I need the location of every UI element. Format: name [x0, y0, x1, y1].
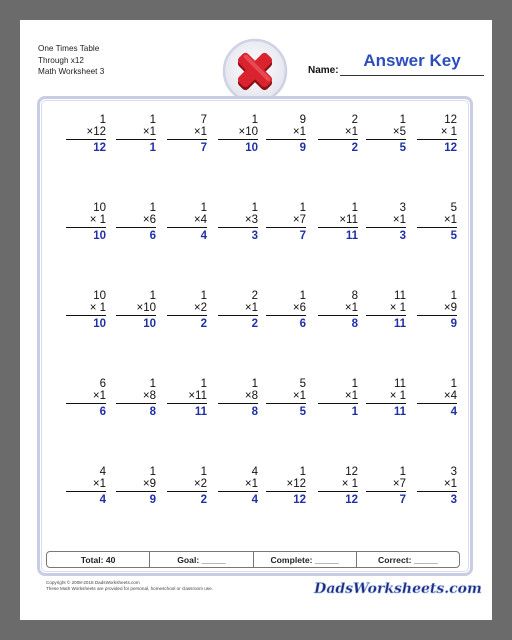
multiplier: ×10: [116, 302, 156, 316]
problem-5-7: [366, 466, 406, 506]
multiplicand: 1: [399, 466, 406, 478]
multiplicand: 1: [299, 466, 306, 478]
multiplier: × 1: [417, 126, 457, 140]
problem-1-2: [116, 114, 156, 154]
multiplicand: 1: [200, 378, 207, 390]
problem-1-1: [66, 114, 106, 154]
multiplier: ×8: [116, 390, 156, 404]
multiplier: ×1: [218, 478, 258, 492]
multiplicand: 12: [345, 466, 358, 478]
multiplicand: 1: [450, 290, 457, 302]
answer: 10: [93, 318, 106, 330]
multiplier: ×11: [167, 390, 207, 404]
problem-3-1: [66, 290, 106, 330]
multiplier: × 1: [66, 302, 106, 316]
multiplier: ×1: [318, 126, 358, 140]
answer: 8: [351, 318, 358, 330]
multiplier: × 1: [318, 478, 358, 492]
problem-5-8: [417, 466, 457, 506]
multiplicand: 1: [149, 378, 156, 390]
multiplier: ×1: [167, 126, 207, 140]
answer: 2: [251, 318, 258, 330]
problem-5-2: [116, 466, 156, 506]
multiplicand: 1: [251, 114, 258, 126]
problem-4-3: [167, 378, 207, 418]
answer: 5: [450, 230, 457, 242]
problem-3-2: [116, 290, 156, 330]
problem-3-6: [318, 290, 358, 330]
answer: 3: [450, 494, 457, 506]
problem-2-8: [417, 202, 457, 242]
problem-3-8: [417, 290, 457, 330]
answer: 12: [345, 494, 358, 506]
multiplicand: 2: [351, 114, 358, 126]
multiplier: ×10: [218, 126, 258, 140]
multiplier: ×1: [417, 478, 457, 492]
answer: 9: [149, 494, 156, 506]
answer: 9: [450, 318, 457, 330]
multiplier: ×1: [116, 126, 156, 140]
multiplicand: 5: [299, 378, 306, 390]
answer: 11: [393, 318, 406, 330]
answer: 4: [99, 494, 106, 506]
score-bar: [46, 551, 460, 568]
correct-cell: Correct: _____: [356, 552, 459, 567]
problem-2-1: [66, 202, 106, 242]
problem-4-1: [66, 378, 106, 418]
multiplicand: 11: [394, 378, 406, 390]
copyright-notice: [46, 580, 213, 592]
multiplicand: 6: [99, 378, 106, 390]
multiplicand: 1: [399, 114, 406, 126]
multiplier: ×1: [318, 390, 358, 404]
problem-1-7: [366, 114, 406, 154]
multiplier: ×9: [417, 302, 457, 316]
problem-1-4: [218, 114, 258, 154]
name-label: Name:: [308, 65, 339, 76]
multiplier: ×1: [266, 126, 306, 140]
multiplicand: 1: [99, 114, 106, 126]
multiplicand: 1: [251, 202, 258, 214]
multiplier: ×1: [366, 214, 406, 228]
problem-1-6: [318, 114, 358, 154]
problem-2-4: [218, 202, 258, 242]
answer: 3: [251, 230, 258, 242]
multiplicand: 9: [299, 114, 306, 126]
multiplier: ×7: [366, 478, 406, 492]
multiplier: ×7: [266, 214, 306, 228]
answer: 2: [200, 318, 207, 330]
multiplier: ×11: [318, 214, 358, 228]
multiplier: ×3: [218, 214, 258, 228]
title-line-3: Math Worksheet 3: [38, 67, 105, 76]
multiplier: ×4: [417, 390, 457, 404]
multiplicand: 10: [93, 290, 106, 302]
multiplier: ×8: [218, 390, 258, 404]
problem-5-1: [66, 466, 106, 506]
multiplier: ×6: [116, 214, 156, 228]
multiplier: ×1: [66, 478, 106, 492]
multiplier: ×6: [266, 302, 306, 316]
multiplicand: 2: [251, 290, 258, 302]
multiplicand: 1: [299, 290, 306, 302]
multiplicand: 12: [444, 114, 457, 126]
multiplicand: 10: [93, 202, 106, 214]
total-cell: Total: 40: [80, 554, 116, 565]
problem-5-5: [266, 466, 306, 506]
multiplier: ×2: [167, 302, 207, 316]
answer: 6: [149, 230, 156, 242]
answer-key-heading: Answer Key: [363, 51, 461, 70]
answer: 11: [345, 230, 358, 242]
multiplier: ×1: [266, 390, 306, 404]
answer: 5: [299, 406, 306, 418]
problem-2-6: [318, 202, 358, 242]
answer: 3: [399, 230, 406, 242]
multiplicand: 1: [149, 290, 156, 302]
problem-4-6: [318, 378, 358, 418]
multiplicand: 5: [450, 202, 457, 214]
answer: 12: [444, 142, 457, 154]
multiplier: ×12: [66, 126, 106, 140]
multiplier: ×4: [167, 214, 207, 228]
worksheet-page: [20, 20, 492, 620]
answer: 2: [351, 142, 358, 154]
answer: 11: [194, 406, 207, 418]
svg-text:DadsWorksheets.com: DadsWorksheets.com: [314, 581, 482, 597]
answer: 10: [143, 318, 156, 330]
answer: 12: [293, 494, 306, 506]
multiplier: × 1: [66, 214, 106, 228]
multiplier: ×1: [218, 302, 258, 316]
multiplicand: 4: [99, 466, 106, 478]
problem-5-6: [318, 466, 358, 506]
answer: 4: [450, 406, 457, 418]
multiplier: × 1: [366, 390, 406, 404]
multiplicand: 3: [450, 466, 457, 478]
answer: 5: [399, 142, 406, 154]
multiplicand: 1: [450, 378, 457, 390]
answer: 8: [251, 406, 258, 418]
answer: 6: [299, 318, 306, 330]
copyright-line-2: These Math Worksheets are provided for personal, homeschool or classroom use.: [46, 586, 213, 591]
multiplier: ×1: [417, 214, 457, 228]
answer: 7: [399, 494, 406, 506]
multiplier: ×9: [116, 478, 156, 492]
complete-cell: Complete: _____: [253, 552, 356, 567]
problem-grid: [20, 20, 492, 620]
problem-4-8: [417, 378, 457, 418]
multiplicand: 1: [200, 202, 207, 214]
multiplicand: 1: [200, 290, 207, 302]
answer: 1: [149, 142, 156, 154]
problem-1-3: [167, 114, 207, 154]
problem-2-3: [167, 202, 207, 242]
multiplier: ×5: [366, 126, 406, 140]
answer: 1: [351, 406, 358, 418]
multiplicand: 1: [351, 202, 358, 214]
problem-1-5: [266, 114, 306, 154]
multiplicand: 1: [149, 114, 156, 126]
multiplier: × 1: [366, 302, 406, 316]
answer: 11: [393, 406, 406, 418]
problem-1-8: [417, 114, 457, 154]
multiplicand: 8: [351, 290, 358, 302]
copyright-line-1: Copyright © 2008-2018 DadsWorksheets.com: [46, 580, 140, 585]
problem-4-5: [266, 378, 306, 418]
answer: 8: [149, 406, 156, 418]
multiplicand: 1: [149, 202, 156, 214]
answer: 10: [93, 230, 106, 242]
answer: 7: [299, 230, 306, 242]
answer: 7: [200, 142, 207, 154]
multiplicand: 1: [200, 466, 207, 478]
answer: 6: [99, 406, 106, 418]
problem-3-5: [266, 290, 306, 330]
problem-4-4: [218, 378, 258, 418]
answer: 12: [93, 142, 106, 154]
title-line-2: Through x12: [38, 55, 84, 65]
multiplier: ×12: [266, 478, 306, 492]
problem-3-4: [218, 290, 258, 330]
problem-2-5: [266, 202, 306, 242]
multiplicand: 11: [394, 290, 406, 302]
multiplicand: 7: [200, 114, 207, 126]
multiplicand: 3: [399, 202, 406, 214]
multiplicand: 1: [251, 378, 258, 390]
problem-4-7: [366, 378, 406, 418]
problem-5-4: [218, 466, 258, 506]
goal-cell: Goal: _____: [149, 552, 252, 567]
dadsworksheets-logo: [314, 576, 482, 598]
answer: 9: [299, 142, 306, 154]
multiplier: ×2: [167, 478, 207, 492]
title-line-1: One Times Table: [38, 44, 100, 53]
problem-2-7: [366, 202, 406, 242]
problem-5-3: [167, 466, 207, 506]
multiplicand: 1: [149, 466, 156, 478]
multiplicand: 4: [251, 466, 258, 478]
problem-4-2: [116, 378, 156, 418]
multiplicand: 1: [299, 202, 306, 214]
problem-3-3: [167, 290, 207, 330]
problem-2-2: [116, 202, 156, 242]
answer: 4: [251, 494, 258, 506]
multiplier: ×1: [318, 302, 358, 316]
multiplicand: 1: [351, 378, 358, 390]
answer: 2: [200, 494, 207, 506]
multiplier: ×1: [66, 390, 106, 404]
answer: 4: [200, 230, 207, 242]
answer: 10: [245, 142, 258, 154]
problem-3-7: [366, 290, 406, 330]
